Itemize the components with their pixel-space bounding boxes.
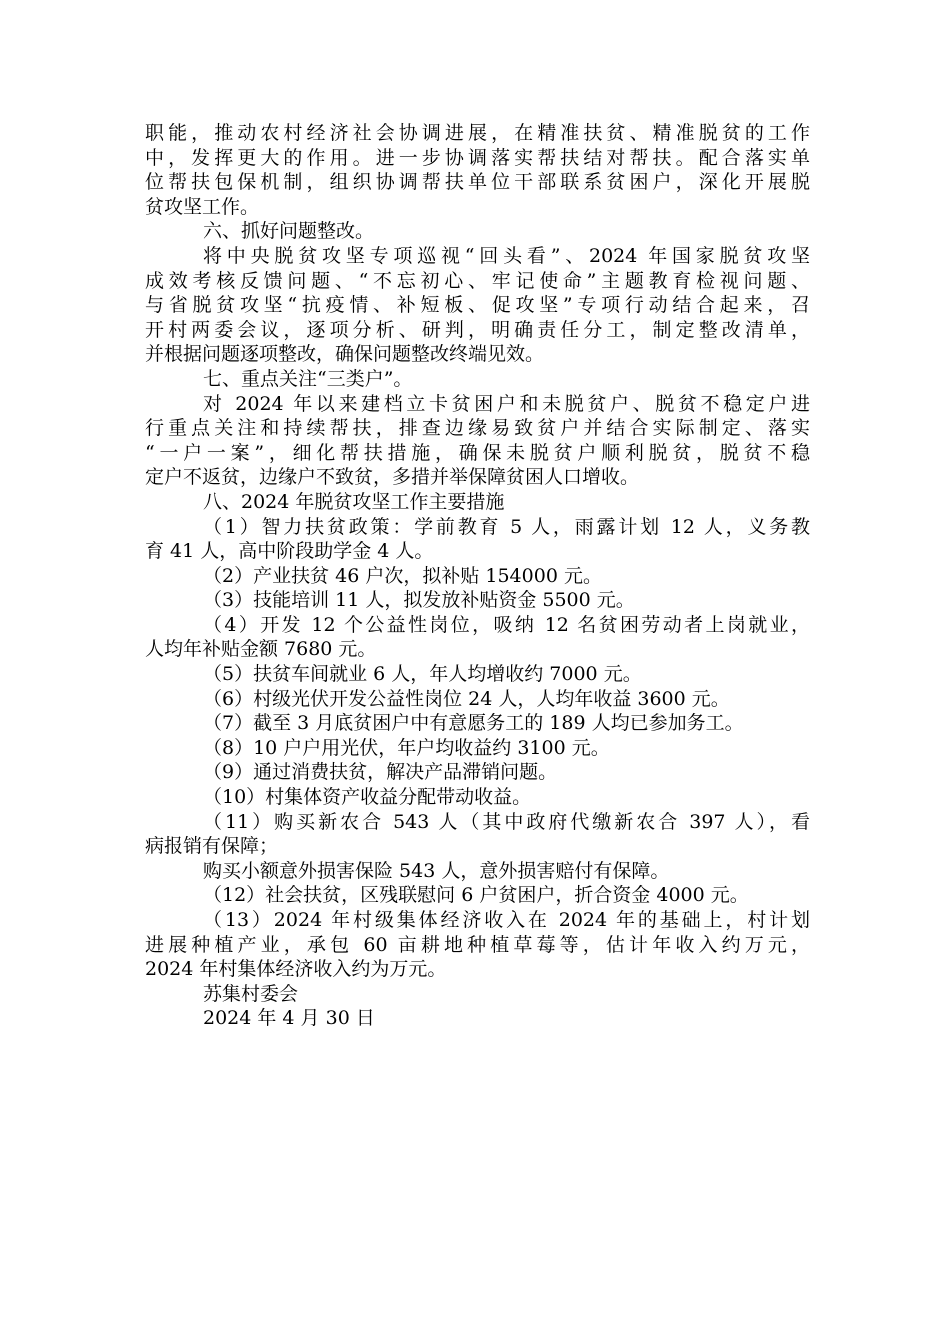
text-line: 将中央脱贫攻坚专项巡视“回头看”、2024 年国家脱贫攻坚 [203,244,810,267]
text-line: 七、重点关注“三类户”。 [203,367,413,390]
text-line: 行重点关注和持续帮扶，排查边缘易致贫户并结合实际制定、落实 [145,417,810,440]
text-line: 进展种植产业，承包 60 亩耕地种植草莓等，估计年收入约万元， [145,933,810,956]
text-line: 开村两委会议，逐项分析、研判，明确责任分工，制定整改清单， [145,318,810,341]
text-line: 苏集村委会 [203,982,299,1005]
text-line: “一户一案”，细化帮扶措施，确保未脱贫户顺利脱贫，脱贫不稳 [145,441,810,464]
text-line: （4）开发 12 个公益性岗位，吸纳 12 名贫困劳动者上岗就业， [203,613,810,636]
text-line: （9）通过消费扶贫，解决产品滞销问题。 [203,761,558,784]
text-line: （8）10 户户用光伏，年户均收益约 3100 元。 [203,736,610,759]
text-line: （3）技能培训 11 人，拟发放补贴资金 5500 元。 [203,589,635,612]
text-line: 职能，推动农村经济社会协调进展，在精准扶贫、精准脱贫的工作 [145,122,810,144]
text-line: 对 2024 年以来建档立卡贫困户和未脱贫户、脱贫不稳定户进 [203,392,810,415]
text-line: 八、2024 年脱贫攻坚工作主要措施 [203,490,505,513]
text-line: 2024 年村集体经济收入约为万元。 [145,958,447,981]
text-line: 与省脱贫攻坚“抗疫情、补短板、促攻坚”专项行动结合起来，召 [145,294,810,317]
text-line: （7）截至 3 月底贫困户中有意愿务工的 189 人均已参加务工。 [203,712,744,735]
text-line: （12）社会扶贫，区残联慰问 6 户贫困户，折合资金 4000 元。 [203,884,749,907]
text-line: （5）扶贫车间就业 6 人，年人均增收约 7000 元。 [203,663,642,686]
text-line: 病报销有保障； [145,835,279,858]
text-line: 成效考核反馈问题、“不忘初心、牢记使命”主题教育检视问题、 [145,269,810,292]
text-line: （13）2024 年村级集体经济收入在 2024 年的基础上，村计划 [203,909,810,931]
text-line: 购买小额意外损害保险 543 人，意外损害赔付有保障。 [203,859,670,882]
text-line: 位帮扶包保机制，组织协调帮扶单位干部联系贫困户，深化开展脱 [145,171,810,194]
document-body [145,121,810,1031]
text-line: 六、抓好问题整改。 [203,220,375,243]
text-line: （10）村集体资产收益分配带动收益。 [203,786,532,809]
text-line: 2024 年 4 月 30 日 [203,1007,375,1030]
text-line: 并根据问题逐项整改，确保问题整改终端见效。 [145,343,545,366]
text-line: （11）购买新农合 543 人（其中政府代缴新农合 397 人），看 [203,810,810,833]
text-line: 人均年补贴金额 7680 元。 [145,638,377,661]
text-line: 育 41 人，高中阶段助学金 4 人。 [145,540,434,563]
text-line: （1）智力扶贫政策：学前教育 5 人，雨露计划 12 人，义务教 [203,515,810,538]
text-line: （6）村级光伏开发公益性岗位 24 人，人均年收益 3600 元。 [203,687,730,710]
text-line: （2）产业扶贫 46 户次，拟补贴 154000 元。 [203,564,602,587]
text-line: 贫攻坚工作。 [145,195,260,218]
text-line: 定户不返贫，边缘户不致贫，多措并举保障贫困人口增收。 [145,466,640,489]
text-line: 中，发挥更大的作用。进一步协调落实帮扶结对帮扶。配合落实单 [145,146,810,169]
